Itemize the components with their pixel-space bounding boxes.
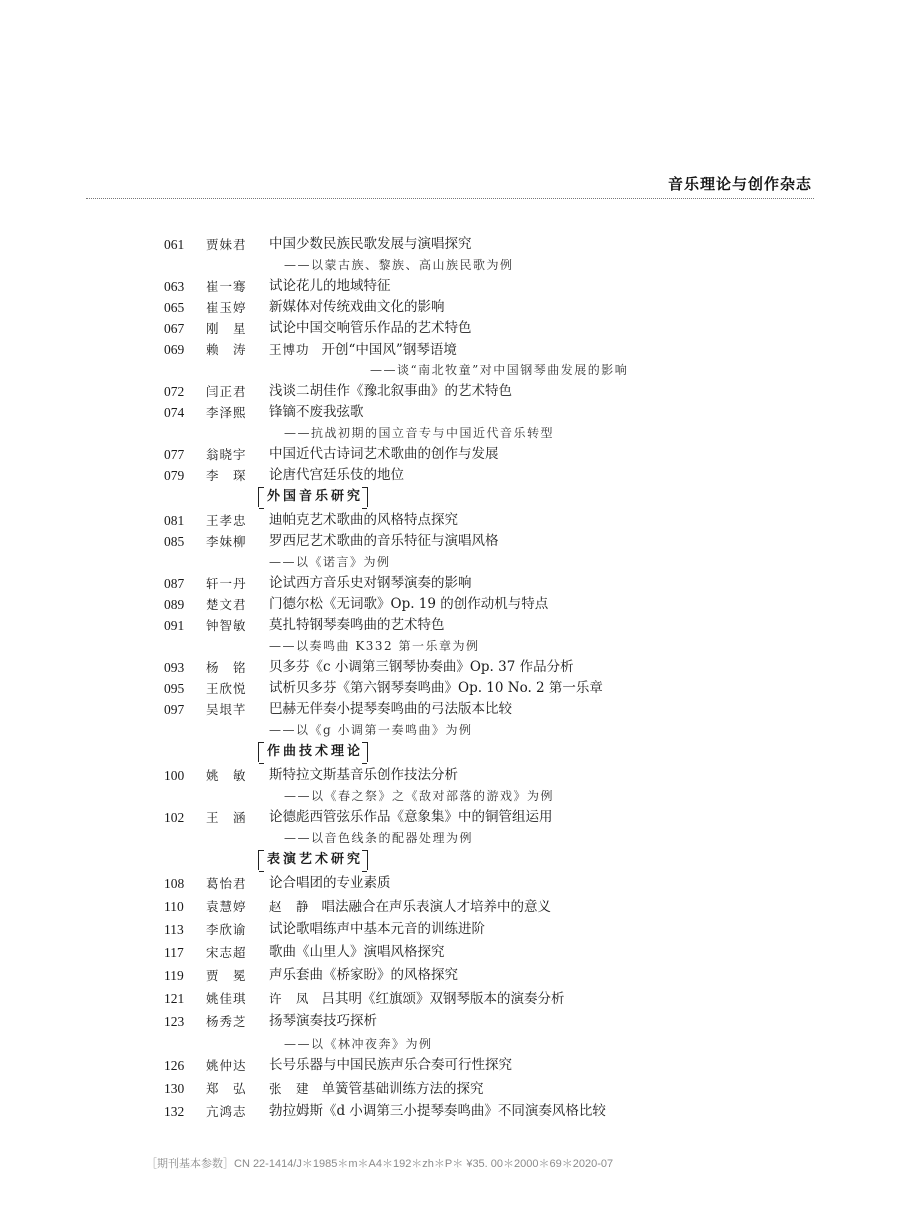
page-number: 089 [164, 597, 185, 612]
toc-entry[interactable] [0, 699, 900, 720]
article-title: 新媒体对传统戏曲文化的影响 [269, 299, 445, 315]
author-name: 葛怡君 [206, 876, 247, 891]
page-number: 081 [164, 513, 185, 528]
page-number: 126 [164, 1058, 185, 1073]
article-title: 长号乐器与中国民族声乐合奏可行性探究 [269, 1057, 512, 1073]
co-author-name: 许 凤 [269, 991, 310, 1006]
article-title-line [269, 873, 391, 894]
page-number: 121 [164, 991, 185, 1006]
article-title: 巴赫无伴奏小提琴奏鸣曲的弓法版本比较 [269, 701, 512, 717]
article-title: 吕其明《红旗颂》双钢琴版本的演奏分析 [321, 991, 565, 1007]
article-title-line [269, 699, 512, 720]
article-title-line [269, 615, 445, 636]
author-name: 李泽熙 [206, 405, 247, 420]
toc-entry[interactable] [0, 807, 900, 828]
article-title: 唱法融合在声乐表演人才培养中的意义 [321, 899, 552, 915]
author-name: 李妹柳 [206, 534, 247, 549]
article-title: 单簧管基础训练方法的探究 [321, 1081, 484, 1097]
page-number: 069 [164, 342, 185, 357]
article-subtitle: ——以《g 小调第一奏鸣曲》为例 [269, 723, 473, 737]
section-heading-label: 外国音乐研究 [258, 487, 368, 507]
article-title-line [269, 402, 364, 423]
page-number: 100 [164, 768, 185, 783]
page-number: 113 [164, 922, 184, 937]
page-number: 091 [164, 618, 185, 633]
article-title-line [269, 988, 565, 1010]
article-title: 贝多芬《c 小调第三钢琴协奏曲》Op. 37 作品分析 [269, 659, 574, 675]
page-number: 123 [164, 1014, 185, 1029]
toc-entry[interactable] [0, 276, 900, 297]
article-title-line [269, 807, 553, 828]
article-title: 声乐套曲《桥家盼》的风格探究 [269, 967, 458, 983]
toc-entry[interactable] [0, 297, 900, 318]
article-title-line [269, 318, 472, 339]
article-title-line [269, 465, 404, 486]
toc-entry[interactable] [0, 465, 900, 486]
toc-entry[interactable] [0, 318, 900, 339]
article-title: 门德尔松《无词歌》Op. 19 的创作动机与特点 [269, 596, 549, 612]
page-number: 077 [164, 447, 185, 462]
author-name: 贾妹君 [206, 237, 247, 252]
article-subtitle: ——谈“南北牧童”对中国钢琴曲发展的影响 [370, 363, 629, 377]
article-title-line [269, 657, 574, 678]
toc-entry[interactable] [0, 1101, 900, 1124]
article-title-line [269, 444, 499, 465]
article-title: 试论花儿的地域特征 [269, 278, 391, 294]
article-subtitle-line [0, 360, 900, 381]
toc-entry[interactable] [0, 615, 900, 636]
author-name: 杨 铭 [206, 660, 247, 675]
article-title-line [269, 942, 445, 963]
article-subtitle-line [0, 552, 900, 573]
author-name: 崔玉婷 [206, 300, 247, 315]
article-title: 试论中国交响管乐作品的艺术特色 [269, 320, 472, 336]
co-author-name: 赵 静 [269, 899, 310, 914]
author-name: 刚 星 [206, 321, 247, 336]
article-subtitle-line [0, 255, 900, 276]
toc-entry[interactable] [0, 444, 900, 465]
article-title-line [269, 1011, 377, 1032]
toc-entry[interactable] [0, 896, 900, 919]
co-author-name: 王博功 [269, 342, 310, 357]
article-title-line [269, 276, 391, 297]
section-heading-label: 表演艺术研究 [258, 850, 368, 870]
author-name: 吴垠芊 [206, 702, 247, 717]
journal-title: 音乐理论与创作杂志 [667, 175, 812, 193]
toc-entry[interactable] [0, 531, 900, 552]
toc-entry[interactable] [0, 1011, 900, 1034]
toc-entry[interactable] [0, 339, 900, 360]
article-title: 勃拉姆斯《d 小调第三小提琴奏鸣曲》不同演奏风格比较 [269, 1103, 606, 1119]
toc-entry[interactable] [0, 988, 900, 1011]
toc-entry[interactable] [0, 234, 900, 255]
toc-entry[interactable] [0, 765, 900, 786]
toc-entry[interactable] [0, 1055, 900, 1078]
article-title-line [269, 339, 457, 361]
article-title-line [269, 896, 551, 918]
article-title: 论唐代宫廷乐伎的地位 [269, 467, 404, 483]
section-heading [0, 486, 900, 510]
page-number: 061 [164, 237, 185, 252]
toc-entry[interactable] [0, 965, 900, 988]
toc-entry[interactable] [0, 1078, 900, 1101]
author-name: 杨秀芝 [206, 1014, 247, 1029]
toc-entry[interactable] [0, 381, 900, 402]
article-title-line [269, 1055, 512, 1076]
article-title: 罗西尼艺术歌曲的音乐特征与演唱风格 [269, 533, 499, 549]
author-name: 李 琛 [206, 468, 247, 483]
toc-entry[interactable] [0, 873, 900, 896]
page-number: 085 [164, 534, 185, 549]
author-name: 郑 弘 [206, 1081, 247, 1096]
article-subtitle: ——抗战初期的国立音专与中国近代音乐转型 [284, 426, 555, 440]
author-name: 轩一丹 [206, 576, 247, 591]
article-subtitle-line [0, 1034, 900, 1055]
article-subtitle-line [0, 828, 900, 849]
article-title: 锋镝不废我弦歌 [269, 404, 364, 420]
article-title: 浅谈二胡佳作《豫北叙事曲》的艺术特色 [269, 383, 512, 399]
header-rule [86, 198, 814, 199]
author-name: 宋志超 [206, 945, 247, 960]
article-title: 斯特拉文斯基音乐创作技法分析 [269, 767, 458, 783]
page-number: 108 [164, 876, 185, 891]
author-name: 崔一骞 [206, 279, 247, 294]
toc-entry[interactable] [0, 657, 900, 678]
co-author-name: 张 建 [269, 1081, 310, 1096]
article-subtitle-line [0, 423, 900, 444]
article-title-line [269, 510, 458, 531]
toc-entry[interactable] [0, 594, 900, 615]
page-number: 074 [164, 405, 185, 420]
author-name: 李欣谕 [206, 922, 247, 937]
author-name: 姚佳琪 [206, 991, 247, 1006]
article-title-line [269, 765, 458, 786]
article-title-line [269, 381, 512, 402]
footer-parameters: ［期刊基本参数］CN 22-1414/J＊1985＊m＊A4＊192＊zh＊P＊ ¥35. 00＊2000＊69＊2020-07 [146, 1158, 614, 1170]
article-title: 迪帕克艺术歌曲的风格特点探究 [269, 512, 458, 528]
article-title: 试论歌唱练声中基本元音的训练进阶 [269, 921, 485, 937]
page-number: 119 [164, 968, 184, 983]
author-name: 姚 敏 [206, 768, 247, 783]
article-title-line [269, 594, 548, 615]
page-number: 093 [164, 660, 185, 675]
author-name: 姚仲达 [206, 1058, 247, 1073]
author-name: 翁晓宇 [206, 447, 247, 462]
page-number: 130 [164, 1081, 185, 1096]
page-number: 072 [164, 384, 185, 399]
page-number: 110 [164, 899, 184, 914]
page-number: 079 [164, 468, 185, 483]
article-subtitle-line [0, 786, 900, 807]
article-title: 中国近代古诗词艺术歌曲的创作与发展 [269, 446, 499, 462]
article-title: 扬琴演奏技巧探析 [269, 1013, 377, 1029]
section-heading-label: 作曲技术理论 [258, 742, 368, 762]
page-number: 067 [164, 321, 185, 336]
author-name: 王 涵 [206, 810, 247, 825]
page-number: 095 [164, 681, 185, 696]
article-title-line [269, 1078, 484, 1100]
author-name: 贾 冕 [206, 968, 247, 983]
toc-entry[interactable] [0, 919, 900, 942]
article-title: 论德彪西管弦乐作品《意象集》中的铜管组运用 [269, 809, 553, 825]
author-name: 楚文君 [206, 597, 247, 612]
toc-entry[interactable] [0, 573, 900, 594]
table-of-contents [0, 234, 900, 1124]
article-title: 歌曲《山里人》演唱风格探究 [269, 944, 445, 960]
section-heading [0, 849, 900, 873]
article-subtitle: ——以《诺言》为例 [269, 555, 391, 569]
article-title-line [269, 919, 485, 940]
page-number: 117 [164, 945, 184, 960]
toc-entry[interactable] [0, 678, 900, 699]
article-subtitle: ——以《春之祭》之《敌对部落的游戏》为例 [284, 789, 555, 803]
article-title-line [269, 678, 603, 699]
article-title-line [269, 297, 445, 318]
article-title: 莫扎特钢琴奏鸣曲的艺术特色 [269, 617, 445, 633]
toc-entry[interactable] [0, 402, 900, 423]
article-title: 开创“中国风”钢琴语境 [321, 342, 457, 358]
article-subtitle-line [0, 636, 900, 657]
page-number: 102 [164, 810, 185, 825]
author-name: 王孝忠 [206, 513, 247, 528]
article-title: 中国少数民族民歌发展与演唱探究 [269, 236, 472, 252]
article-title-line [269, 1101, 606, 1122]
article-title: 论试西方音乐史对钢琴演奏的影响 [269, 575, 472, 591]
article-subtitle: ——以蒙古族、黎族、高山族民歌为例 [284, 258, 514, 272]
section-heading [0, 741, 900, 765]
article-title-line [269, 531, 499, 552]
author-name: 亢鸿志 [206, 1104, 247, 1119]
page-number: 132 [164, 1104, 185, 1119]
page-number: 065 [164, 300, 185, 315]
article-title-line [269, 234, 472, 255]
author-name: 赖 涛 [206, 342, 247, 357]
article-title: 论合唱团的专业素质 [269, 875, 391, 891]
toc-entry[interactable] [0, 942, 900, 965]
author-name: 王欣悦 [206, 681, 247, 696]
article-title-line [269, 965, 458, 986]
article-title-line [269, 573, 472, 594]
article-subtitle-line [0, 720, 900, 741]
article-subtitle: ——以《林冲夜奔》为例 [284, 1037, 433, 1051]
page-number: 063 [164, 279, 185, 294]
page-number: 087 [164, 576, 185, 591]
author-name: 袁慧婷 [206, 899, 247, 914]
article-subtitle: ——以音色线条的配器处理为例 [284, 831, 474, 845]
author-name: 钟智敏 [206, 618, 247, 633]
article-title: 试析贝多芬《第六钢琴奏鸣曲》Op. 10 No. 2 第一乐章 [269, 680, 603, 696]
toc-entry[interactable] [0, 510, 900, 531]
author-name: 闫正君 [206, 384, 247, 399]
page-number: 097 [164, 702, 185, 717]
article-subtitle: ——以奏鸣曲 K332 第一乐章为例 [269, 639, 480, 653]
